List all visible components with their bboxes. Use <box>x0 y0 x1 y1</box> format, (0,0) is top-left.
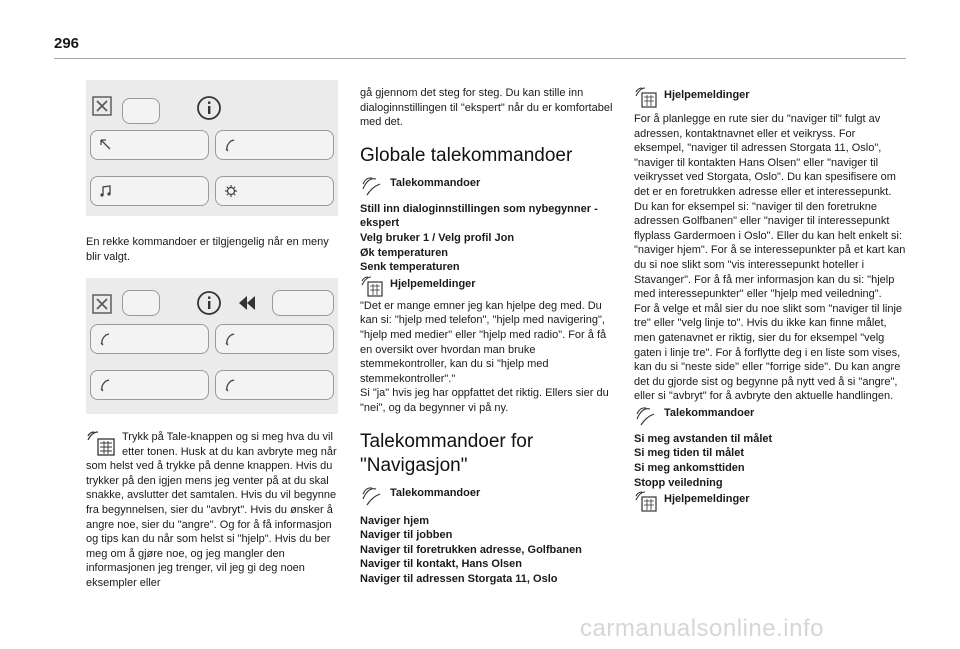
voice-commands-tag <box>634 404 908 426</box>
command-item: Stopp veiledning <box>634 476 723 489</box>
command-item: Si meg ankomsttiden <box>634 462 745 475</box>
phone-icon <box>98 331 114 347</box>
voice-option-button[interactable] <box>215 370 334 400</box>
phone-icon <box>223 331 239 347</box>
voice-commands-label: Talekommandoer <box>390 176 481 189</box>
info-icon[interactable] <box>196 95 222 121</box>
navigation-commands-list <box>360 514 614 587</box>
global-commands-list <box>360 202 614 275</box>
watermark: carmanualsonline.info <box>580 615 824 642</box>
command-item: Still inn dialoginnstillingen som nybegynner - ekspert <box>360 202 598 230</box>
help-messages-tag <box>634 86 908 108</box>
caption-commands: En rekke kommandoer er tilgjengelig når en meny blir valgt. <box>86 236 329 263</box>
voice-commands-tag <box>360 484 614 506</box>
help-text: For å planlegge en rute sier du "naviger til" fulgt av adressen, kontaktnavnet eller et veikryss. For eksempel, "naviger til adressen Storgata 11, Oslo", "naviger til kontakten Hans Olsen" eller "naviger til veikrysset ved Storgata, Oslo". Du kan spesifisere om det er en foretrukken adresse eller et interessepunkt. Du kan for eksempel si: "naviger til den foretrukne adressen Golfbanen" eller "naviger til interessepunkt flyplass Gardermoen i Oslo". Eller du kan helt enkelt si: "naviger hjem". For å se interessepunkter på et kart kan du si noe slikt som "vis interessepunkt hoteller i Stavanger". For å få mer informasjon kan du si: "hjelp med interessepunkter" eller "hjelp med veiledning". <box>634 113 906 301</box>
intro-text: gå gjennom det steg for steg. Du kan stille inn dialoginnstillingen til "ekspert" når du er komfortabel med det. <box>360 87 613 129</box>
phone-voice-button[interactable] <box>215 130 334 160</box>
help-text: "Det er mange emner jeg kan hjelpe deg med. Du kan si: "hjelp med telefon", "hjelp med navigering", "hjelp med medier" eller "hjelp med radio". For å få en oversikt over hvordan man bruke stemmekontroller, kan du si "hjelp med stemmekontroller"." <box>360 299 607 385</box>
command-item: Naviger til adressen Storgata 11, Oslo <box>360 572 558 585</box>
page-number: 296 <box>54 35 80 52</box>
command-item: Velg bruker 1 / Velg profil Jon <box>360 231 515 244</box>
help-messages-label: Hjelpemeldinger <box>390 277 476 290</box>
command-item: Naviger til foretrukken adresse, Golfbanen <box>360 543 582 556</box>
voice-commands-label: Talekommandoer <box>664 406 755 419</box>
phone-icon <box>223 137 239 153</box>
command-item: Si meg avstanden til målet <box>634 432 773 445</box>
close-x-icon[interactable] <box>92 96 112 116</box>
help-screen-icon <box>634 86 658 108</box>
help-screen-icon <box>360 275 384 297</box>
phone-icon <box>223 377 239 393</box>
help-screen-icon <box>86 430 116 458</box>
music-note-icon <box>98 183 114 199</box>
microphone-icon <box>360 484 384 506</box>
info-icon[interactable] <box>196 290 222 316</box>
help-messages-label: Hjelpemeldinger <box>664 493 750 506</box>
voice-menu-screen-2 <box>86 278 338 414</box>
send-arrow-icon <box>98 137 114 153</box>
command-item: Si meg tiden til målet <box>634 447 745 460</box>
help-messages-label: Hjelpemeldinger <box>664 89 750 101</box>
guidance-commands-list <box>634 432 908 490</box>
settings-voice-button[interactable] <box>215 176 334 206</box>
help-messages-tag <box>634 490 908 512</box>
navigation-voice-button[interactable] <box>90 130 209 160</box>
heading-global-commands: Globale talekommandoer <box>360 144 573 166</box>
voice-commands-label: Talekommandoer <box>390 486 481 499</box>
microphone-icon <box>360 174 384 196</box>
voice-option-button[interactable] <box>90 370 209 400</box>
phone-icon <box>98 377 114 393</box>
help-messages-tag <box>360 275 614 297</box>
settings-icon <box>223 183 239 199</box>
option-button[interactable] <box>272 290 334 316</box>
rewind-icon[interactable] <box>236 293 258 313</box>
media-voice-button[interactable] <box>90 176 209 206</box>
heading-navigation-commands: Talekommandoer for "Navigasjon" <box>360 430 534 476</box>
microphone-icon <box>634 404 658 426</box>
voice-commands-tag <box>360 174 614 196</box>
tip-text: Trykk på Tale-knappen og si meg hva du vil etter tonen. Husk at du kan avbryte meg når som helst ved å trykke på denne knappen. Hvis du trykker på den igjen mens jeg venter på at du skal snakke, avslutter det samtalen. Hvis du vil begynne fra begynnelsen, sier du "avbryt". Hvis du ønsker å angre noe, sier du "angre". Og for å få informasjon og tips kan du når som helst si "hjelp". Hvis du ber meg om å gjøre noe, og jeg mangler den informasjonen jeg trenger, vil jeg gi deg noen eksempler eller <box>86 431 337 589</box>
command-item: Naviger til jobben <box>360 529 453 542</box>
command-item: Naviger hjem <box>360 514 430 527</box>
voice-option-button[interactable] <box>90 324 209 354</box>
voice-menu-screen-1 <box>86 80 338 216</box>
middle-column <box>360 86 614 586</box>
command-item: Senk temperaturen <box>360 261 460 274</box>
back-button[interactable] <box>122 290 160 316</box>
help-text: For å velge et mål sier du noe slikt som "naviger til linje tre" eller "velg linje to". Hvis du ikke kan finne målet, men gatenavnet er riktig, sier du for eksempel "velg gaten i linje tre". For å forflytte deg i en liste som vises, kan du si "neste side" eller "forrige side". Du kan angre det du gjorde sist og begynne på nytt ved å si "angre", eller si "avbryt" for å avbryte den aktuelle handlingen. <box>634 302 903 403</box>
back-button[interactable] <box>122 98 160 124</box>
tip-block <box>86 430 344 591</box>
header-rule <box>54 58 906 59</box>
voice-option-button[interactable] <box>215 324 334 354</box>
command-item: Naviger til kontakt, Hans Olsen <box>360 558 522 571</box>
help-screen-icon <box>634 490 658 512</box>
command-item: Øk temperaturen <box>360 246 449 259</box>
help-text: Si "ja" hvis jeg har oppfattet det riktig. Ellers sier du "nei", og da begynner vi på ny. <box>360 387 609 414</box>
right-column <box>634 86 908 512</box>
close-x-icon[interactable] <box>92 294 112 314</box>
